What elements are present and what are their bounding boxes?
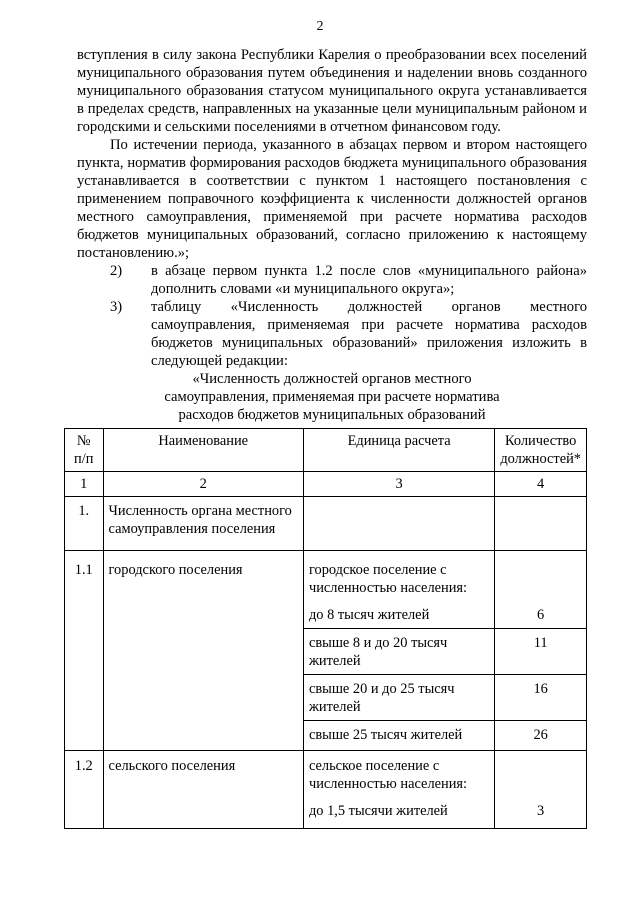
list-number: 2) <box>110 263 123 279</box>
header-qty: Количество должностей* <box>495 429 587 472</box>
table-row <box>65 751 587 797</box>
row-unit-intro: городское поселение с численностью населения: <box>303 551 494 601</box>
subrow-qty: 26 <box>495 721 587 751</box>
row-num: 1. <box>65 497 104 551</box>
subrow-unit: до 1,5 тысячи жителей <box>303 796 494 829</box>
header-num: № п/п <box>65 429 104 472</box>
subrow-qty: 3 <box>495 796 587 829</box>
list-item-3 <box>77 298 587 370</box>
row-unit <box>303 497 494 551</box>
subrow-unit: свыше 25 тысяч жителей <box>303 721 494 751</box>
row-name: Численность органа местного самоуправления поселения <box>103 497 303 551</box>
row-name: городского поселения <box>103 551 303 751</box>
table-title-line-3: расходов бюджетов муниципальных образований <box>178 407 486 423</box>
header-name: Наименование <box>103 429 303 472</box>
paragraph-2: По истечении периода, указанного в абзацах первом и втором настоящего пункта, норматив формирования расходов бюджета муниципального образования устанавливается в соответствии с пунктом 1 настоящего постановления с применением поправочного коэффициента к численности должностей органов местного самоуправления, применяемой при расчете норматива расходов бюджетов муниципальных образований, согласно приложению к настоящему постановлению.»; <box>77 137 587 261</box>
list-text: в абзаце первом пункта 1.2 после слов «муниципального района» дополнить словами «и муниципального округа»; <box>151 263 587 297</box>
index-cell: 1 <box>65 472 104 497</box>
row-qty <box>495 551 587 601</box>
list-text: таблицу «Численность должностей органов местного самоуправления, применяемая при расчете норматива расходов бюджетов муниципальных образований» приложения изложить в следующей редакции: <box>151 299 587 369</box>
list-item-2 <box>77 262 587 298</box>
subrow-unit: до 8 тысяч жителей <box>303 600 494 629</box>
row-unit-intro: сельское поселение с численностью населения: <box>303 751 494 797</box>
row-num: 1.2 <box>65 751 104 829</box>
subrow-qty: 6 <box>495 600 587 629</box>
table-row <box>65 497 587 551</box>
subrow-unit: свыше 20 и до 25 тысяч жителей <box>303 675 494 721</box>
positions-table <box>64 428 587 829</box>
table-index-row <box>65 472 587 497</box>
list-number: 3) <box>110 299 123 315</box>
row-num: 1.1 <box>65 551 104 751</box>
header-unit: Единица расчета <box>303 429 494 472</box>
subrow-qty: 11 <box>495 629 587 675</box>
paragraph-1: вступления в силу закона Республики Карелия о преобразовании всех поселений муниципального образования путем объединения и наделении вновь созданного муниципального образования статусом муниципального округа устанавливается в пределах средств, направленных на указанные цели муниципальным районом и городскими и сельскими поселениями в отчетном финансовом году. <box>77 47 587 135</box>
subrow-qty: 16 <box>495 675 587 721</box>
subrow-unit: свыше 8 и до 20 тысяч жителей <box>303 629 494 675</box>
page-number: 2 <box>316 19 324 34</box>
index-cell: 4 <box>495 472 587 497</box>
table-title-line-2: самоуправления, применяемая при расчете норматива <box>164 389 500 405</box>
row-name: сельского поселения <box>103 751 303 829</box>
index-cell: 3 <box>303 472 494 497</box>
table-title-line-1: «Численность должностей органов местного <box>192 371 472 387</box>
row-qty <box>495 751 587 797</box>
row-qty <box>495 497 587 551</box>
index-cell: 2 <box>103 472 303 497</box>
table-header-row <box>65 429 587 472</box>
table-row <box>65 551 587 601</box>
body-text <box>77 46 587 424</box>
